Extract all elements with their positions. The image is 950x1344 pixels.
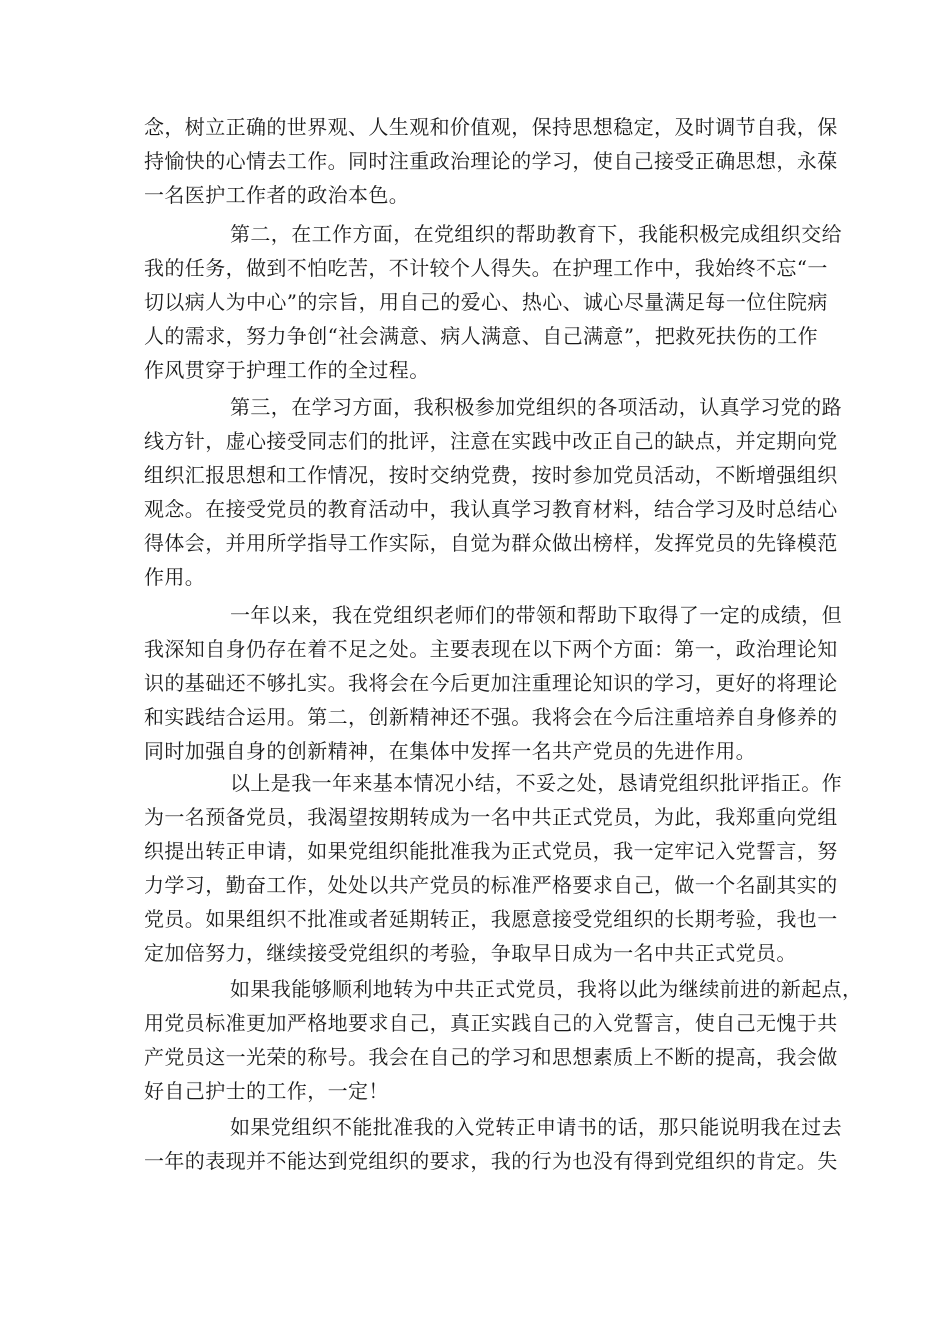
paragraph-line: 力学习，勤奋工作，处处以共产党员的标准严格要求自己，做一个名副其实的 — [144, 873, 838, 897]
paragraph-1 — [144, 110, 838, 212]
paragraph-line: 同时加强自身的创新精神，在集体中发挥一名共产党员的先进作用。 — [144, 739, 756, 763]
paragraph-5 — [144, 766, 842, 970]
paragraph-line: 作风贯穿于护理工作的全过程。 — [144, 358, 430, 382]
paragraph-line: 作用。 — [144, 565, 206, 589]
paragraph-line: 定加倍努力，继续接受党组织的考验，争取早日成为一名中共正式党员。 — [144, 941, 797, 965]
paragraph-4 — [144, 598, 842, 768]
paragraph-line: 用党员标准更加严格地要求自己，真正实践自己的入党誓言，使自己无愧于共 — [144, 1011, 838, 1035]
paragraph-line: 人的需求，努力争创“社会满意、病人满意、自己满意”，把救死扶伤的工作 — [144, 324, 819, 348]
paragraph-line: 如果党组织不能批准我的入党转正申请书的话，那只能说明我在过去 — [230, 1115, 842, 1139]
paragraph-7 — [144, 1110, 842, 1178]
paragraph-line: 党员。如果组织不批准或者延期转正，我愿意接受党组织的长期考验，我也一 — [144, 907, 838, 931]
paragraph-line: 线方针，虚心接受同志们的批评，注意在实践中改正自己的缺点，并定期向党 — [144, 429, 838, 453]
paragraph-line: 织提出转正申请，如果党组织能批准我为正式党员，我一定牢记入党誓言，努 — [144, 839, 838, 863]
paragraph-line: 为一名预备党员，我渴望按期转成为一名中共正式党员，为此，我郑重向党组 — [144, 805, 838, 829]
paragraph-line: 如果我能够顺利地转为中共正式党员，我将以此为继续前进的新起点， — [230, 977, 863, 1001]
paragraph-line: 第三，在学习方面，我积极参加党组织的各项活动，认真学习党的路 — [230, 395, 842, 419]
paragraph-line: 一名医护工作者的政治本色。 — [144, 183, 410, 207]
paragraph-line: 产党员这一光荣的称号。我会在自己的学习和思想素质上不断的提高，我会做 — [144, 1045, 838, 1069]
paragraph-line: 得体会，并用所学指导工作实际，自觉为群众做出榜样，发挥党员的先锋模范 — [144, 531, 838, 555]
paragraph-6 — [144, 972, 863, 1108]
paragraph-line: 以上是我一年来基本情况小结，不妥之处，恳请党组织批评指正。作 — [230, 771, 842, 795]
paragraph-line: 第二，在工作方面，在党组织的帮助教育下，我能积极完成组织交给 — [230, 222, 842, 246]
paragraph-line: 观念。在接受党员的教育活动中，我认真学习教育材料，结合学习及时总结心 — [144, 497, 838, 521]
paragraph-3 — [144, 390, 842, 594]
paragraph-line: 识的基础还不够扎实。我将会在今后更加注重理论知识的学习，更好的将理论 — [144, 671, 838, 695]
paragraph-line: 我的任务，做到不怕吃苦，不计较个人得失。在护理工作中，我始终不忘“一 — [144, 256, 828, 280]
paragraph-line: 和实践结合运用。第二，创新精神还不强。我将会在今后注重培养自身修养的 — [144, 705, 838, 729]
paragraph-line: 组织汇报思想和工作情况，按时交纳党费，按时参加党员活动，不断增强组织 — [144, 463, 838, 487]
paragraph-line: 一年以来，我在党组织老师们的带领和帮助下取得了一定的成绩，但 — [230, 603, 842, 627]
paragraph-line: 念，树立正确的世界观、人生观和价值观，保持思想稳定，及时调节自我，保 — [144, 115, 838, 139]
paragraph-line: 持愉快的心情去工作。同时注重政治理论的学习，使自己接受正确思想，永葆 — [144, 149, 838, 173]
paragraph-line: 好自己护士的工作，一定！ — [144, 1079, 389, 1103]
paragraph-2 — [144, 217, 842, 387]
paragraph-line: 我深知自身仍存在着不足之处。主要表现在以下两个方面：第一，政治理论知 — [144, 637, 838, 661]
paragraph-line: 切以病人为中心”的宗旨，用自己的爱心、热心、诚心尽量满足每一位住院病 — [144, 290, 828, 314]
paragraph-line: 一年的表现并不能达到党组织的要求，我的行为也没有得到党组织的肯定。失 — [144, 1149, 838, 1173]
